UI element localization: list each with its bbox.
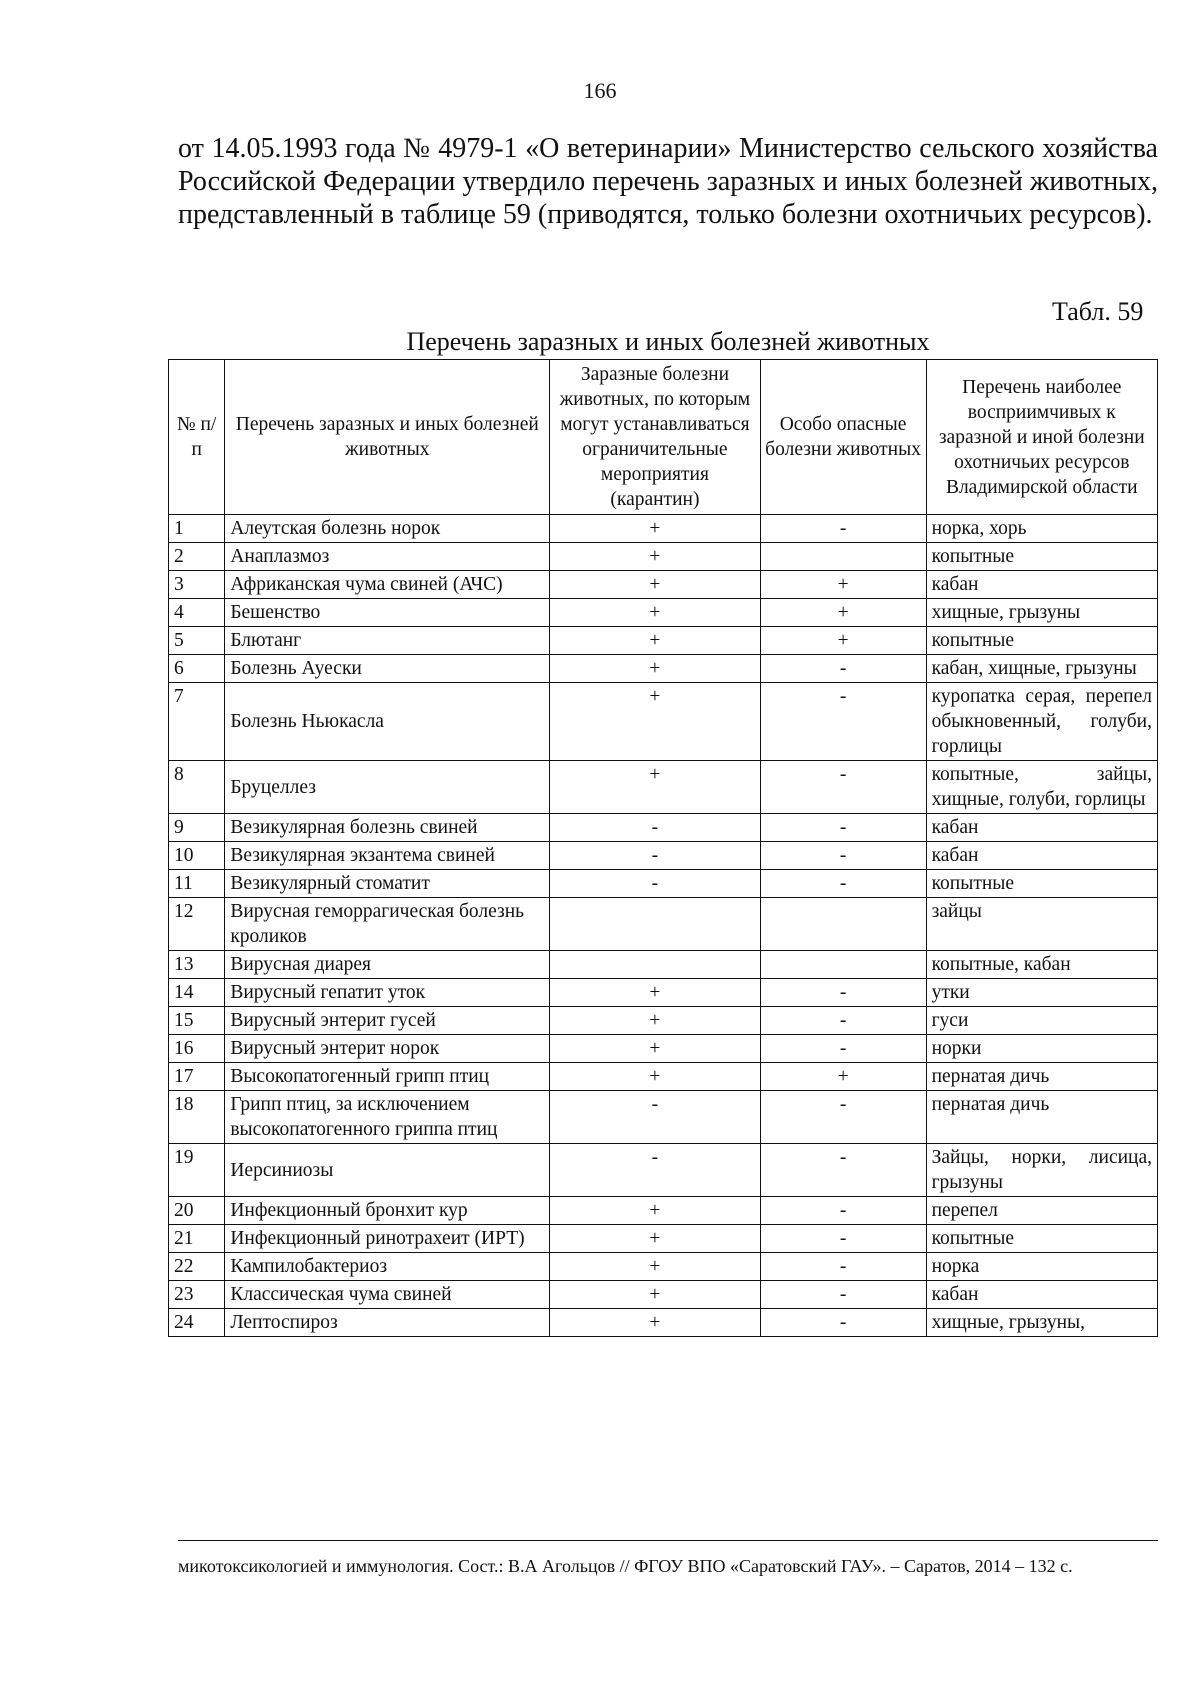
row-susceptible-species: хищные, грызуны [926,599,1157,627]
row-dangerous-mark [760,951,926,979]
footnote-divider [178,1540,1158,1541]
row-susceptible-species: кабан, хищные, грызуны [926,655,1157,683]
row-dangerous-mark: - [760,1144,926,1197]
row-dangerous-mark [760,543,926,571]
table-title: Перечень заразных и иных болезней животных [406,327,930,356]
row-susceptible-species: зайцы [926,898,1157,951]
row-quarantine-mark: + [550,1281,760,1309]
table-row [169,543,1158,571]
row-disease-name: Вирусная геморрагическая болезнь кроликов [225,898,550,951]
row-dangerous-mark: - [760,1091,926,1144]
row-susceptible-species: копытные [926,1225,1157,1253]
table-body [169,515,1158,1337]
row-susceptible-species: кабан [926,814,1157,842]
table-row [169,979,1158,1007]
row-quarantine-mark: + [550,1063,760,1091]
row-number: 7 [169,683,225,761]
row-quarantine-mark: + [550,1035,760,1063]
row-susceptible-species: кабан [926,842,1157,870]
row-susceptible-species: перепел [926,1197,1157,1225]
row-dangerous-mark: + [760,599,926,627]
row-number: 11 [169,870,225,898]
table-row [169,1091,1158,1144]
row-disease-name: Вирусный энтерит гусей [225,1007,550,1035]
row-dangerous-mark: - [760,979,926,1007]
table-row [169,1225,1158,1253]
row-susceptible-species: копытные [926,627,1157,655]
row-quarantine-mark: + [550,1007,760,1035]
row-number: 3 [169,571,225,599]
row-dangerous-mark: - [760,761,926,814]
row-number: 8 [169,761,225,814]
row-quarantine-mark: + [550,1309,760,1337]
row-dangerous-mark: - [760,814,926,842]
table-row [169,814,1158,842]
row-dangerous-mark: + [760,1063,926,1091]
row-quarantine-mark: - [550,842,760,870]
row-dangerous-mark: + [760,627,926,655]
row-disease-name: Лептоспироз [225,1309,550,1337]
table-row [169,1144,1158,1197]
row-dangerous-mark: - [760,1197,926,1225]
table-row [169,898,1158,951]
row-dangerous-mark: - [760,1225,926,1253]
table-header-row [169,360,1158,515]
row-quarantine-mark: + [550,761,760,814]
row-number: 10 [169,842,225,870]
row-disease-name: Бешенство [225,599,550,627]
table-row [169,1281,1158,1309]
row-dangerous-mark: - [760,1253,926,1281]
table-row [169,1309,1158,1337]
footnote: микотоксикологией и иммунология. Сост.: В.А Агольцов // ФГОУ ВПО «Саратовский ГАУ». – Саратов, 2014 – 132 с. [178,1556,1073,1576]
row-dangerous-mark: - [760,842,926,870]
row-disease-name: Бруцеллез [225,761,550,814]
row-disease-name: Алеутская болезнь норок [225,515,550,543]
row-susceptible-species: норки [926,1035,1157,1063]
row-susceptible-species: кабан [926,1281,1157,1309]
header-name: Перечень заразных и иных болезней животных [225,360,550,515]
row-quarantine-mark: + [550,627,760,655]
header-num: № п/п [169,360,225,515]
row-disease-name: Инфекционный ринотрахеит (ИРТ) [225,1225,550,1253]
row-number: 22 [169,1253,225,1281]
row-number: 12 [169,898,225,951]
table-row [169,1035,1158,1063]
row-disease-name: Везикулярная болезнь свиней [225,814,550,842]
row-disease-name: Вирусная диарея [225,951,550,979]
row-number: 4 [169,599,225,627]
row-susceptible-species: куропатка серая, перепел обыкновенный, голуби, горлицы [926,683,1157,761]
row-susceptible-species: копытные, кабан [926,951,1157,979]
row-disease-name: Болезнь Ньюкасла [225,683,550,761]
row-number: 14 [169,979,225,1007]
row-quarantine-mark [550,898,760,951]
row-susceptible-species: копытные [926,870,1157,898]
row-dangerous-mark: - [760,683,926,761]
row-number: 23 [169,1281,225,1309]
row-disease-name: Кампилобактериоз [225,1253,550,1281]
table-row [169,571,1158,599]
row-disease-name: Грипп птиц, за исключением высокопатогенного гриппа птиц [225,1091,550,1144]
table-row [169,1253,1158,1281]
row-susceptible-species: кабан [926,571,1157,599]
table-row [169,951,1158,979]
row-quarantine-mark: - [550,814,760,842]
row-quarantine-mark: + [550,683,760,761]
row-number: 1 [169,515,225,543]
row-dangerous-mark: - [760,655,926,683]
row-disease-name: Вирусный энтерит норок [225,1035,550,1063]
row-dangerous-mark: - [760,1309,926,1337]
row-disease-name: Высокопатогенный грипп птиц [225,1063,550,1091]
row-disease-name: Классическая чума свиней [225,1281,550,1309]
row-number: 6 [169,655,225,683]
row-susceptible-species: Зайцы, норки, лисица, грызуны [926,1144,1157,1197]
row-number: 16 [169,1035,225,1063]
row-dangerous-mark: + [760,571,926,599]
table-row [169,761,1158,814]
row-quarantine-mark [550,951,760,979]
row-number: 18 [169,1091,225,1144]
row-susceptible-species: хищные, грызуны, [926,1309,1157,1337]
row-dangerous-mark [760,898,926,951]
row-quarantine-mark: + [550,1225,760,1253]
row-dangerous-mark: - [760,1007,926,1035]
row-susceptible-species: норка [926,1253,1157,1281]
row-susceptible-species: гуси [926,1007,1157,1035]
row-susceptible-species: пернатая дичь [926,1063,1157,1091]
header-dangerous: Особо опасные болезни животных [760,360,926,515]
row-number: 19 [169,1144,225,1197]
table-row [169,1063,1158,1091]
row-number: 2 [169,543,225,571]
row-disease-name: Болезнь Ауески [225,655,550,683]
row-quarantine-mark: - [550,1144,760,1197]
row-disease-name: Везикулярный стоматит [225,870,550,898]
row-quarantine-mark: + [550,979,760,1007]
row-dangerous-mark: - [760,515,926,543]
row-disease-name: Анаплазмоз [225,543,550,571]
table-row [169,1007,1158,1035]
table-row [169,842,1158,870]
table-row [169,1197,1158,1225]
table-row [169,683,1158,761]
row-quarantine-mark: - [550,1091,760,1144]
row-number: 21 [169,1225,225,1253]
row-quarantine-mark: + [550,599,760,627]
table-row [169,599,1158,627]
row-disease-name: Блютанг [225,627,550,655]
row-quarantine-mark: + [550,1197,760,1225]
row-number: 13 [169,951,225,979]
table-row [169,870,1158,898]
row-dangerous-mark: - [760,1281,926,1309]
row-disease-name: Африканская чума свиней (АЧС) [225,571,550,599]
diseases-table [168,359,1158,1337]
row-disease-name: Инфекционный бронхит кур [225,1197,550,1225]
intro-paragraph: от 14.05.1993 года № 4979-1 «О ветеринарии» Министерство сельского хозяйства Российской Федерации утвердило перечень заразных и иных болезней животных, представленный в таблице 59 (приводятся, только болезни охотничьих ресурсов). [178,133,1158,230]
row-number: 24 [169,1309,225,1337]
row-number: 5 [169,627,225,655]
row-disease-name: Иерсиниозы [225,1144,550,1197]
row-quarantine-mark: + [550,655,760,683]
page-number: 166 [583,78,617,103]
row-number: 20 [169,1197,225,1225]
row-disease-name: Везикулярная экзантема свиней [225,842,550,870]
row-disease-name: Вирусный гепатит уток [225,979,550,1007]
row-dangerous-mark: - [760,1035,926,1063]
table-row [169,515,1158,543]
row-quarantine-mark: + [550,515,760,543]
row-quarantine-mark: + [550,543,760,571]
row-quarantine-mark: + [550,1253,760,1281]
header-quarantine: Заразные болезни животных, по которым могут устанавливаться ограничительные мероприятия (карантин) [550,360,760,515]
row-number: 9 [169,814,225,842]
row-dangerous-mark: - [760,870,926,898]
row-susceptible-species: утки [926,979,1157,1007]
row-susceptible-species: копытные [926,543,1157,571]
row-quarantine-mark: - [550,870,760,898]
table-row [169,627,1158,655]
table-row [169,655,1158,683]
row-susceptible-species: копытные, зайцы, хищные, голуби, горлицы [926,761,1157,814]
row-number: 17 [169,1063,225,1091]
header-susceptible: Перечень наиболее восприимчивых к заразной и иной болезни охотничьих ресурсов Владимирской области [926,360,1157,515]
row-quarantine-mark: + [550,571,760,599]
table-label: Табл. 59 [1052,297,1144,326]
row-number: 15 [169,1007,225,1035]
row-susceptible-species: пернатая дичь [926,1091,1157,1144]
row-susceptible-species: норка, хорь [926,515,1157,543]
